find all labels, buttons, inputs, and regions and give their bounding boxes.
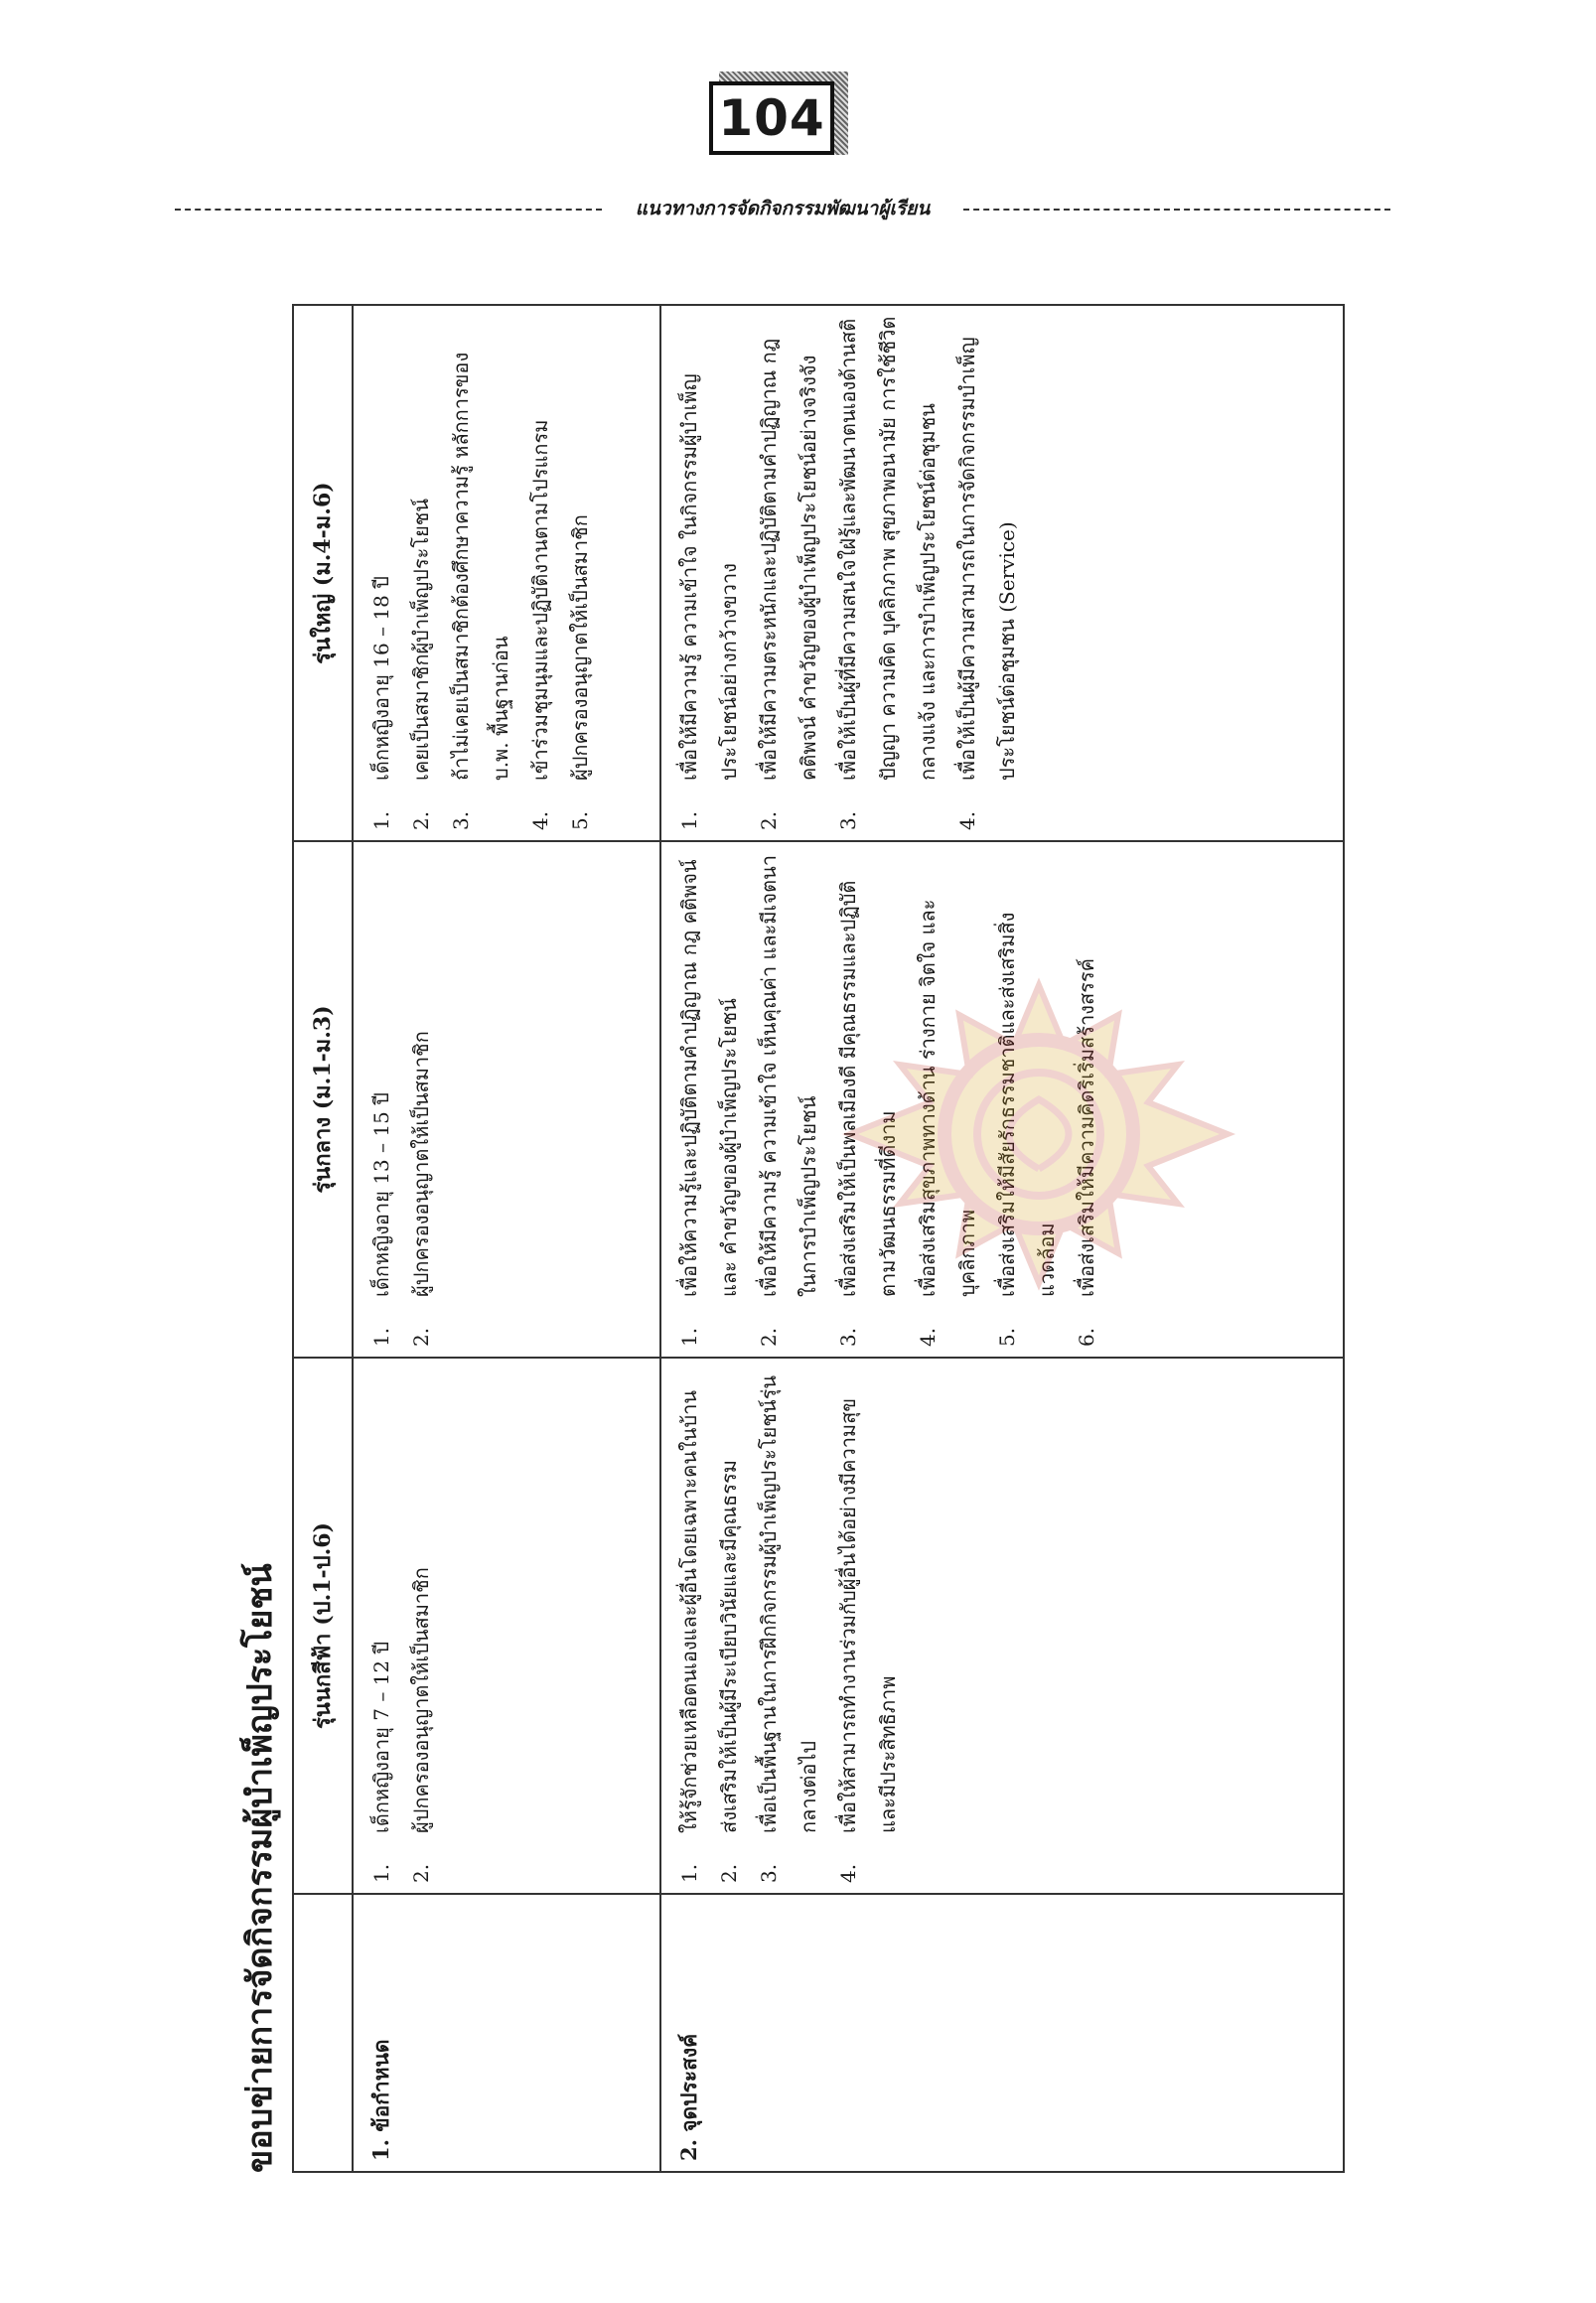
- header-title: แนวทางการจัดกิจกรรมพัฒนาผู้เรียน: [635, 198, 931, 219]
- list-item: 2. ส่งเสริมให้เป็นผู้มีระเบียบวินัยและมีคุณธรรม: [717, 1460, 741, 1883]
- list-item: 5. เพื่อส่งเสริมให้มีสัยรักธรรมชาติและส่งเสริมสิ่งแวดล้อม: [995, 912, 1059, 1347]
- document-title: ขอบข่ายการจัดกิจกรรมผู้บำเพ็ญประโยชน์: [240, 1563, 280, 2173]
- list-item: 3. เพื่อส่งเสริมให้เป็นพลเมืองดี มีคุณธรรมและปฏิบัติตามวัฒนธรรมที่ดีงาม: [836, 880, 900, 1347]
- list-item: 2. เพื่อให้มีความรู้ ความเข้าใจ เห็นคุณค่า และมีเจตนาในการบำเพ็ญประโยชน์: [757, 855, 820, 1347]
- list-item: 4. เพื่อให้เป็นผู้มีความสามารถในการจัดกิจกรรมบำเพ็ญประโยชน์ต่อชุมชน (Service): [955, 337, 1019, 830]
- list-item: 1. เด็กหญิงอายุ 13 – 15 ปี: [369, 1092, 393, 1347]
- list-item: 1. ให้รู้จักช่วยเหลือตนเองและผู้อื่นโดยเฉพาะคนในบ้าน: [677, 1389, 701, 1883]
- header-cell-empty: [293, 1894, 353, 2172]
- header-cell-senior: รุ่นใหญ่ (ม.4-ม.6): [293, 305, 353, 841]
- cell-objectives-middle: [660, 841, 1344, 1358]
- header-cell-middle: รุ่นกลาง (ม.1-ม.3): [293, 841, 353, 1358]
- list-item: 3. เพื่อให้เป็นผู้ที่มีความสนใจใฝ่รู้และพัฒนาตนเองด้านสติปัญญา ความคิด บุคลิกภาพ สุขภาพอนามัย การใช้ชีวิตกลางแจ้ง และการบำเพ็ญประโยชน์ต่อชุมชน: [836, 316, 940, 830]
- header-rule: [175, 197, 1390, 220]
- list-item: 2. เคยเป็นสมาชิกผู้บำเพ็ญประโยชน์: [409, 498, 433, 830]
- list-item: 3. เพื่อเป็นพื้นฐานในการฝึกกิจกรรมผู้บำเพ็ญประโยชน์รุ่นกลางต่อไป: [757, 1375, 820, 1883]
- cell-requirements-senior: [353, 305, 660, 841]
- page-number-box: [709, 72, 848, 161]
- row-label-requirements: 1. ข้อกำหนด: [353, 1894, 660, 2172]
- table-row-requirements: [353, 305, 660, 2172]
- rotated-content: [232, 306, 1349, 2173]
- header-cell-bluebird: รุ่นนกสีฟ้า (ป.1-ป.6): [293, 1358, 353, 1894]
- list-item: 3. ถ้าไม่เคยเป็นสมาชิกต้องศึกษาความรู้ หลักการของ บ.พ. พื้นฐานก่อน: [449, 352, 512, 830]
- list-item: 4. เข้าร่วมชุมนุมและปฏิบัติงานตามโปรแกรม: [528, 419, 552, 830]
- list-item: 2. เพื่อให้มีความตระหนักและปฏิบัติตามคำปฏิญาณ กฎ คติพจน์ คำขวัญของผู้บำเพ็ญประโยชน์อย่างจริงจัง: [757, 338, 820, 830]
- cell-objectives-senior: [660, 305, 1344, 841]
- table-header-row: [293, 305, 353, 2172]
- list-item: 1. เด็กหญิงอายุ 16 – 18 ปี: [369, 576, 393, 830]
- row-label-objectives: 2. จุดประสงค์: [660, 1894, 1344, 2172]
- list-item: 1. เพื่อให้ความรู้และปฏิบัติตามคำปฏิญาณ กฎ คติพจน์ และ คำขวัญของผู้บำเพ็ญประโยชน์: [677, 859, 741, 1347]
- header-dash-right: [963, 209, 1390, 211]
- header-dash-left: [175, 209, 602, 211]
- list-item: 4. เพื่อส่งเสริมสุขภาพทางด้าน ร่างกาย จิตใจ และบุคลิกภาพ: [916, 899, 979, 1347]
- scope-table: [292, 304, 1345, 2173]
- list-item: 1. เด็กหญิงอายุ 7 – 12 ปี: [369, 1641, 393, 1883]
- cell-requirements-middle: [353, 841, 660, 1358]
- list-item: 2. ผู้ปกครองอนุญาตให้เป็นสมาชิก: [409, 1031, 433, 1347]
- page-number: 104: [709, 81, 834, 155]
- list-item: 1. เพื่อให้มีความรู้ ความเข้าใจ ในกิจกรรมผู้บำเพ็ญประโยชน์อย่างกว้างขวาง: [677, 373, 741, 830]
- list-item: 2. ผู้ปกครองอนุญาตให้เป็นสมาชิก: [409, 1567, 433, 1883]
- list-item: 5. ผู้ปกครองอนุญาตให้เป็นสมาชิก: [568, 514, 592, 830]
- list-item: 6. เพื่อส่งเสริมให้มีความคิดริเริ่มสร้างสรรค์: [1075, 957, 1098, 1347]
- cell-requirements-bluebird: [353, 1358, 660, 1894]
- cell-objectives-bluebird: [660, 1358, 1344, 1894]
- table-row-objectives: [660, 305, 1344, 2172]
- list-item: 4. เพื่อให้สามารถทำงานร่วมกับผู้อื่นได้อย่างมีความสุขและมีประสิทธิภาพ: [836, 1398, 900, 1883]
